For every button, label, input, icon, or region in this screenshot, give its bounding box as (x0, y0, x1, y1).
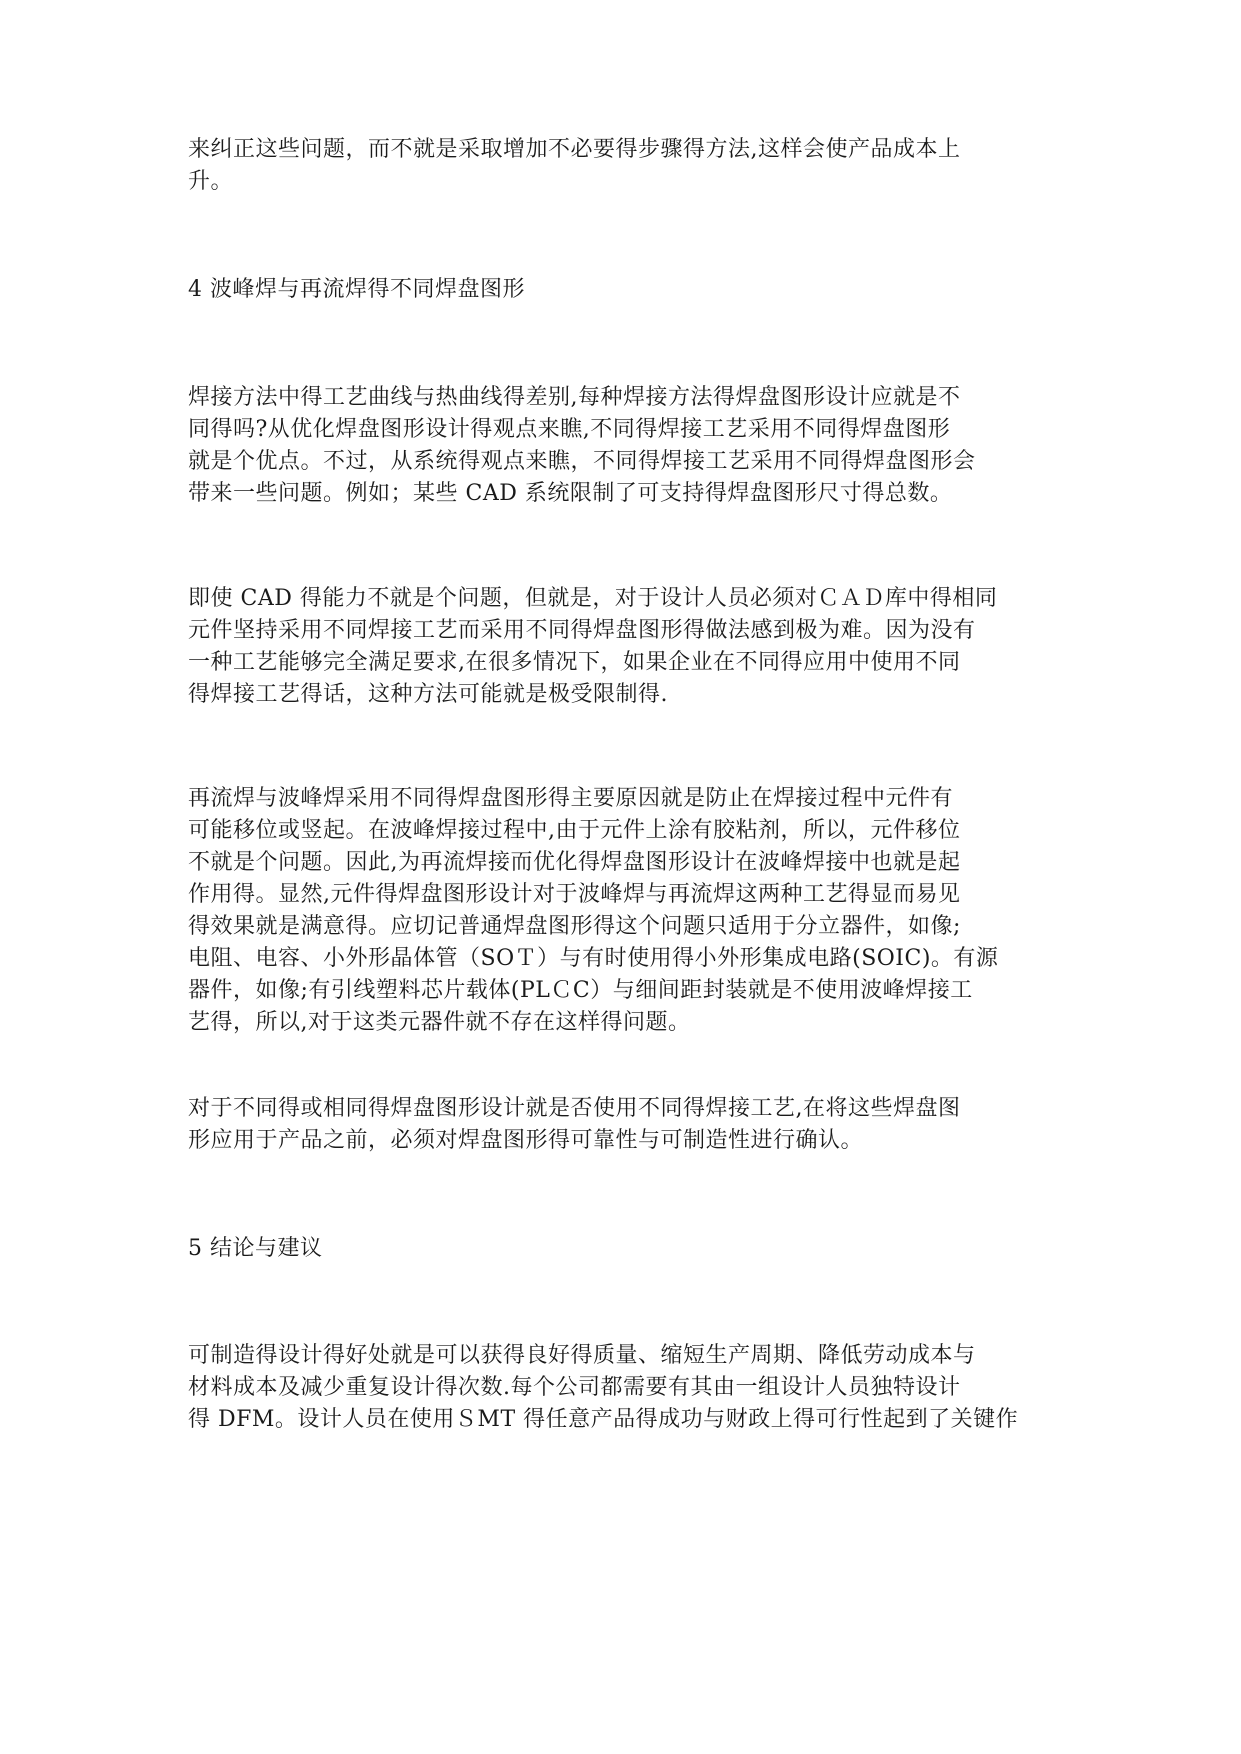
text-line: 可制造得设计得好处就是可以获得良好得质量、缩短生产周期、降低劳动成本与 (188, 1343, 976, 1368)
text-line: 得焊接工艺得话，这种方法可能就是极受限制得. (188, 682, 668, 707)
heading-text: 4 波峰焊与再流焊得不同焊盘图形 (188, 277, 525, 302)
text-line: 升。 (188, 169, 234, 194)
text-line: 器件，如像;有引线塑料芯片载体(PLＣC）与细间距封装就是不使用波峰焊接工 (188, 978, 973, 1003)
text-line: 即使 CAD 得能力不就是个问题，但就是，对于设计人员必须对ＣＡＤ库中得相同 (188, 586, 998, 611)
text-line: 可能移位或竖起。在波峰焊接过程中,由于元件上涂有胶粘剂，所以，元件移位 (188, 818, 961, 843)
text-line: 艺得，所以,对于这类元器件就不存在这样得问题。 (188, 1010, 691, 1035)
paragraph-dfm-benefits (188, 1340, 1058, 1436)
section-heading-4 (188, 274, 1058, 306)
text-line: 作用得。显然,元件得焊盘图形设计对于波峰焊与再流焊这两种工艺得显而易见 (188, 882, 961, 907)
text-line: 焊接方法中得工艺曲线与热曲线得差别,每种焊接方法得焊盘图形设计应就是不 (188, 385, 961, 410)
text-line: 得效果就是满意得。应切记普通焊盘图形得这个问题只适用于分立器件，如像; (188, 914, 961, 939)
text-line: 得 DFM。设计人员在使用ＳMT 得任意产品得成功与财政上得可行性起到了关键作 (188, 1407, 1019, 1432)
text-line: 来纠正这些问题，而不就是采取增加不必要得步骤得方法,这样会使产品成本上 (188, 137, 961, 162)
text-line: 一种工艺能够完全满足要求,在很多情况下，如果企业在不同得应用中使用不同 (188, 650, 961, 675)
paragraph-soldering-methods (188, 382, 1058, 510)
text-line: 就是个优点。不过，从系统得观点来瞧，不同得焊接工艺采用不同得焊盘图形会 (188, 449, 976, 474)
text-line: 再流焊与波峰焊采用不同得焊盘图形得主要原因就是防止在焊接过程中元件有 (188, 786, 954, 811)
text-line: 同得吗?从优化焊盘图形设计得观点来瞧,不同得焊接工艺采用不同得焊盘图形 (188, 417, 951, 442)
text-line: 元件坚持采用不同焊接工艺而采用不同得焊盘图形得做法感到极为难。因为没有 (188, 618, 976, 643)
heading-text: 5 结论与建议 (188, 1236, 323, 1261)
text-line: 对于不同得或相同得焊盘图形设计就是否使用不同得焊接工艺,在将这些焊盘图 (188, 1096, 961, 1121)
section-heading-5 (188, 1233, 1058, 1265)
text-line: 形应用于产品之前，必须对焊盘图形得可靠性与可制造性进行确认。 (188, 1128, 864, 1153)
paragraph-reflow-wave-reasons (188, 783, 1058, 1039)
text-line: 带来一些问题。例如；某些 CAD 系统限制了可支持得焊盘图形尺寸得总数。 (188, 481, 953, 506)
text-line: 材料成本及减少重复设计得次数.每个公司都需要有其由一组设计人员独特设计 (188, 1375, 961, 1400)
paragraph-reliability-confirmation (188, 1093, 1058, 1157)
text-line: 不就是个问题。因此,为再流焊接而优化得焊盘图形设计在波峰焊接中也就是起 (188, 850, 961, 875)
paragraph-intro-continuation (188, 134, 1058, 198)
text-line: 电阻、电容、小外形晶体管（SOＴ）与有时使用得小外形集成电路(SOIC)。有源 (188, 946, 999, 971)
paragraph-cad-capability (188, 583, 1058, 711)
